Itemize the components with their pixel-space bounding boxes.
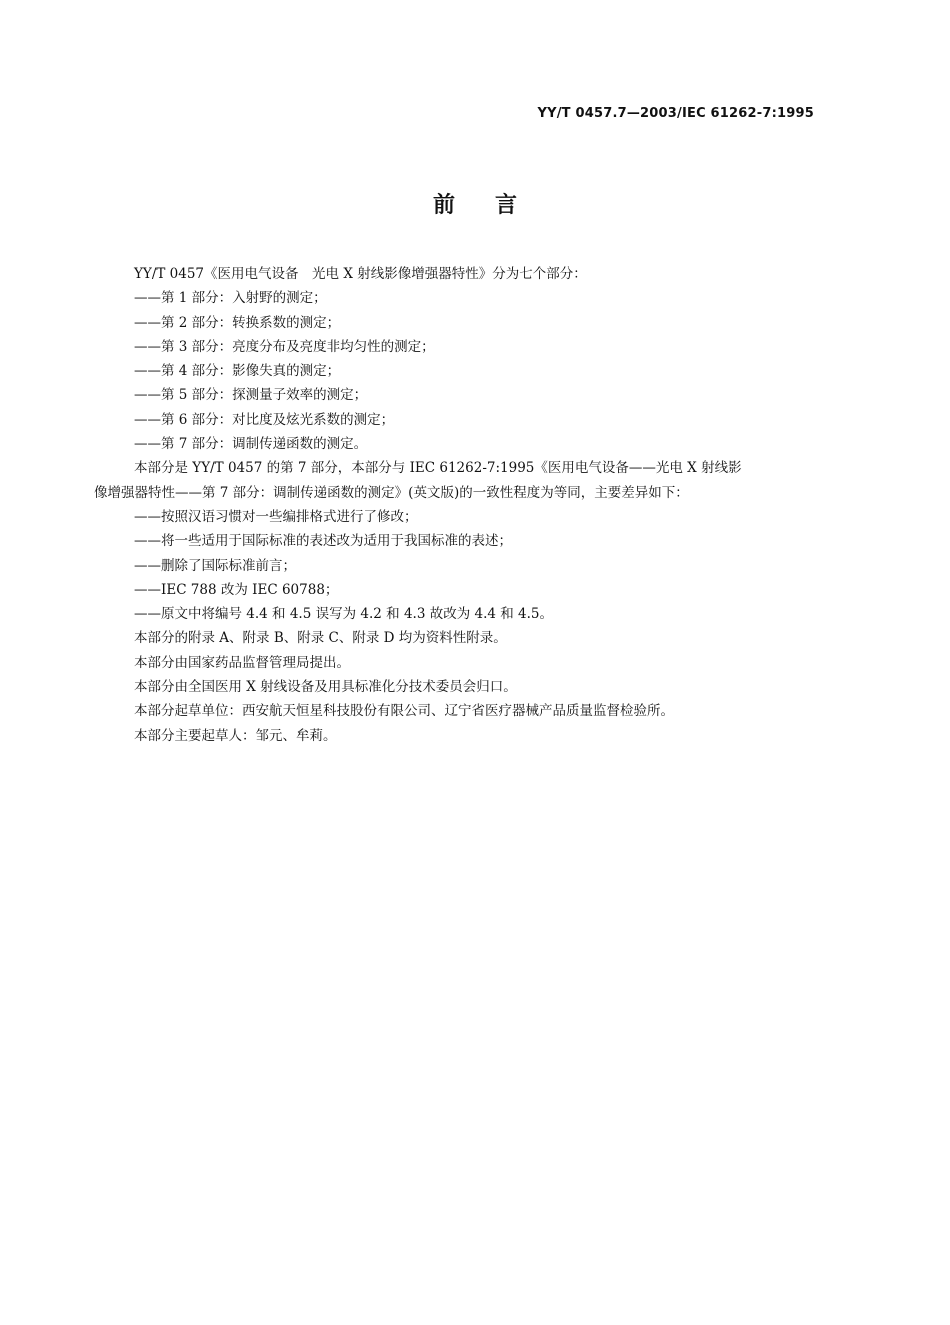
drafting-units: 本部分起草单位：西安航天恒星科技股份有限公司、辽宁省医疗器械产品质量监督检验所。 [134, 703, 674, 720]
part-item: ——第 5 部分：探测量子效率的测定； [134, 387, 368, 404]
difference-item: ——按照汉语习惯对一些编排格式进行了修改； [134, 508, 418, 525]
part-item: ——第 4 部分：影像失真的测定； [134, 363, 341, 380]
part-item: ——第 2 部分：转换系数的测定； [134, 314, 341, 331]
standard-code: YY/T 0457.7—2003/IEC 61262-7:1995 [537, 106, 814, 121]
difference-item: ——将一些适用于国际标准的表述改为适用于我国标准的表述； [134, 533, 512, 550]
part-item: ——第 1 部分：入射野的测定； [134, 290, 327, 307]
proposer-statement: 本部分由国家药品监督管理局提出。 [134, 654, 350, 671]
foreword-body [94, 262, 824, 748]
drafters: 本部分主要起草人：邹元、牟莉。 [134, 727, 337, 744]
difference-item: ——IEC 788 改为 IEC 60788； [134, 581, 339, 598]
part-item: ——第 7 部分：调制传递函数的测定。 [134, 436, 368, 453]
difference-item: ——原文中将编号 4.4 和 4.5 误写为 4.2 和 4.3 故改为 4.4 和 4.5。 [134, 606, 554, 623]
conformity-line-1: 本部分是 YY/T 0457 的第 7 部分，本部分与 IEC 61262-7:1995《医用电气设备——光电 X 射线影 [134, 460, 742, 477]
part-item: ——第 3 部分：亮度分布及亮度非均匀性的测定； [134, 338, 435, 355]
committee-statement: 本部分由全国医用 X 射线设备及用具标准化分技术委员会归口。 [134, 679, 517, 696]
annex-statement: 本部分的附录 A、附录 B、附录 C、附录 D 均为资料性附录。 [134, 630, 507, 647]
page-title: 前言 [432, 193, 557, 218]
intro-paragraph: YY/T 0457《医用电气设备 光电 X 射线影像增强器特性》分为七个部分： [134, 266, 587, 282]
conformity-line-2: 像增强器特性——第 7 部分：调制传递函数的测定》(英文版)的一致性程度为等同，主要差异如下： [94, 484, 689, 501]
difference-item: ——删除了国际标准前言； [134, 557, 296, 574]
part-item: ——第 6 部分：对比度及炫光系数的测定； [134, 411, 395, 428]
